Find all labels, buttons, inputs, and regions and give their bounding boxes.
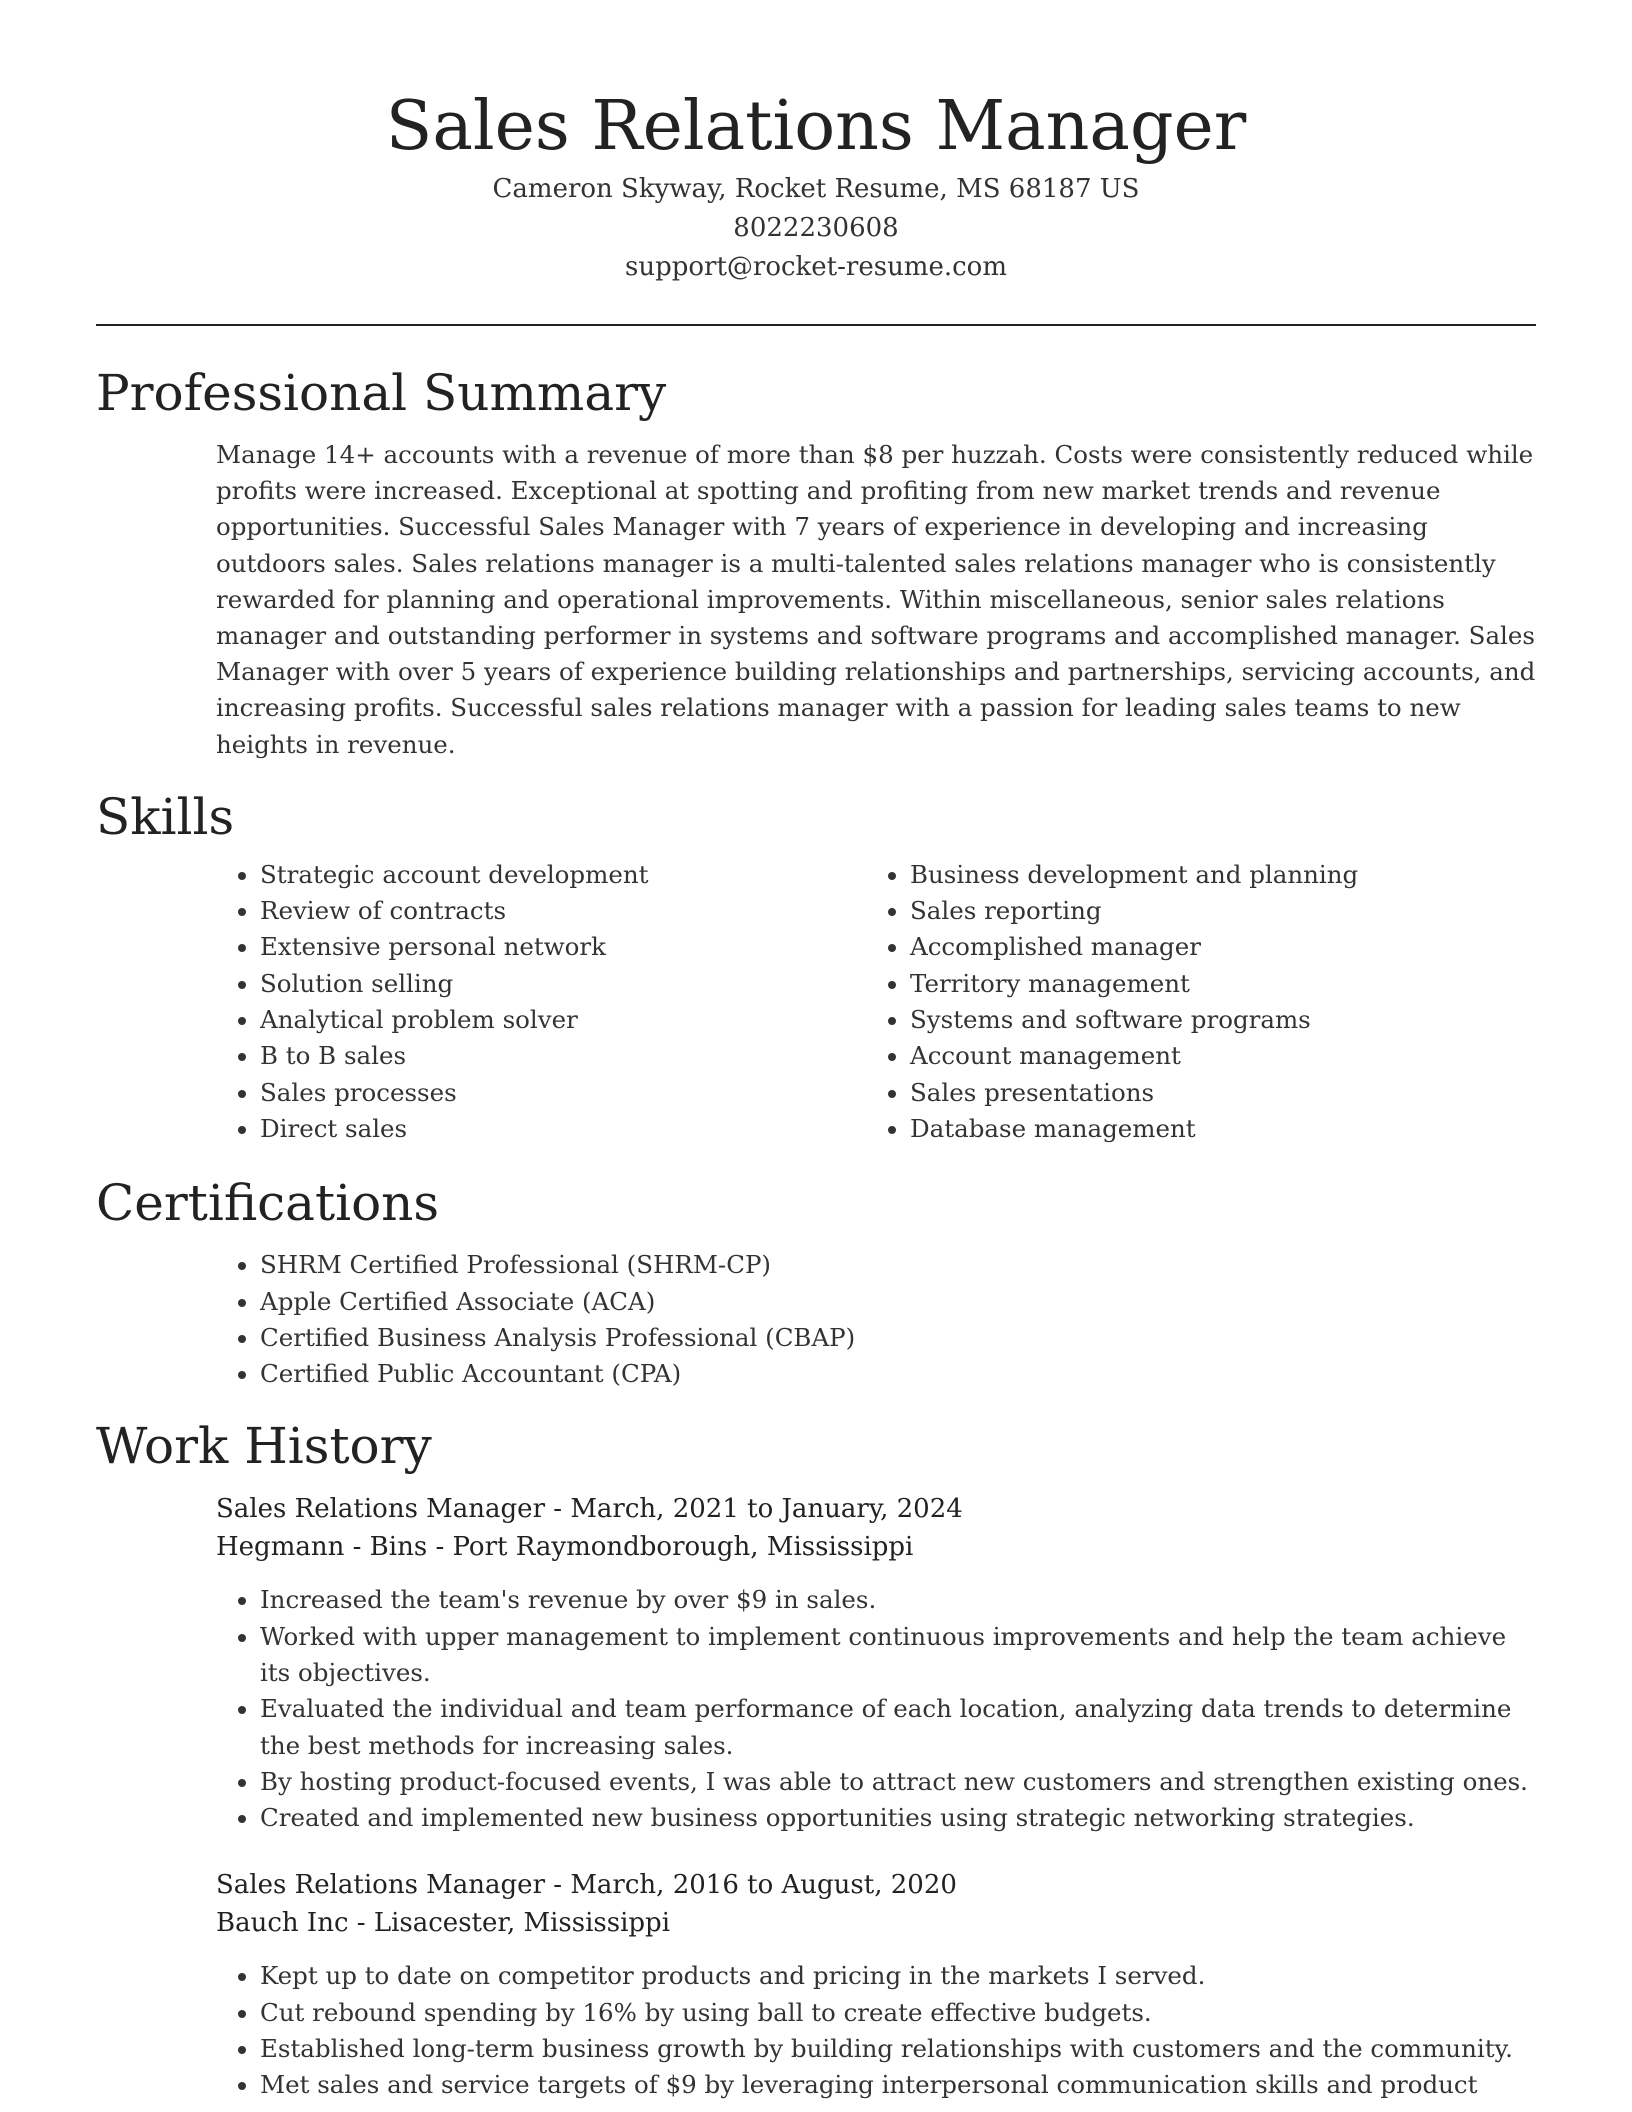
email: support@rocket-resume.com xyxy=(624,252,1007,282)
job-bullet: • Created and implemented new business opportunities using strategic networking strategies. xyxy=(260,1800,1536,1836)
summary-section xyxy=(96,361,1536,763)
skills-list-right xyxy=(866,857,1516,1147)
certification-item: • Certified Business Analysis Professional (CBAP) xyxy=(260,1320,1536,1356)
skill-item: • Database management xyxy=(910,1111,1516,1147)
job-bullet: • Cut rebound spending by 16% by using ball to create effective budgets. xyxy=(260,1995,1536,2031)
skill-item: • Strategic account development xyxy=(260,857,866,893)
resume-name: Sales Relations Manager xyxy=(385,87,1247,166)
header-divider xyxy=(96,324,1536,326)
skill-item: • Extensive personal network xyxy=(260,929,866,965)
job-title-line: Sales Relations Manager - March, 2021 to January, 2024 xyxy=(216,1494,963,1525)
job-bullet: • Established long-term business growth by building relationships with customers and the community. xyxy=(260,2031,1536,2067)
skill-item: • Review of contracts xyxy=(260,893,866,929)
certification-item: • SHRM Certified Professional (SHRM-CP) xyxy=(260,1247,1536,1283)
certification-item: • Certified Public Accountant (CPA) xyxy=(260,1356,1536,1392)
skills-columns xyxy=(216,857,1536,1147)
section-title-summary: Professional Summary xyxy=(96,364,667,422)
skills-section xyxy=(96,785,1536,1147)
job-bullet: • Kept up to date on competitor products and pricing in the markets I served. xyxy=(260,1958,1536,1994)
job-company-line: Bauch Inc - Lisacester, Mississippi xyxy=(216,1908,671,1939)
job-bullets xyxy=(216,1958,1536,2103)
skill-item: • Solution selling xyxy=(260,966,866,1002)
contact-info xyxy=(96,170,1536,287)
skill-item: • Sales reporting xyxy=(910,893,1516,929)
job-bullet: • Increased the team's revenue by over $9 in sales. xyxy=(260,1582,1536,1618)
job-entry xyxy=(216,1490,1536,1836)
job-bullet: • By hosting product-focused events, I was able to attract new customers and strengthen existing ones. xyxy=(260,1764,1536,1800)
skill-item: • Analytical problem solver xyxy=(260,1002,866,1038)
skills-column-right xyxy=(866,857,1516,1147)
certifications-section xyxy=(96,1171,1536,1392)
job-title-line: Sales Relations Manager - March, 2016 to August, 2020 xyxy=(216,1870,957,1901)
skill-item: • Territory management xyxy=(910,966,1516,1002)
skill-item: • Sales presentations xyxy=(910,1075,1516,1111)
skill-item: • Direct sales xyxy=(260,1111,866,1147)
certification-item: • Apple Certified Associate (ACA) xyxy=(260,1284,1536,1320)
job-company-line: Hegmann - Bins - Port Raymondborough, Mississippi xyxy=(216,1532,914,1563)
resume-header xyxy=(96,0,1536,287)
section-title-certifications: Certifications xyxy=(96,1174,440,1233)
skills-list-left xyxy=(216,857,866,1147)
skill-item: • Business development and planning xyxy=(910,857,1516,893)
address: Cameron Skyway, Rocket Resume, MS 68187 US xyxy=(492,174,1140,204)
resume-page xyxy=(96,0,1536,2104)
certifications-list xyxy=(216,1247,1536,1392)
skill-item: • Accomplished manager xyxy=(910,929,1516,965)
certifications-list-wrap xyxy=(216,1247,1536,1392)
job-bullet: • Evaluated the individual and team performance of each location, analyzing data trends to determine the best methods for increasing sales. xyxy=(260,1691,1536,1764)
work-history-section xyxy=(96,1414,1536,2103)
job-bullet: • Met sales and service targets of $9 by leveraging interpersonal communication skills and product xyxy=(260,2067,1536,2103)
job-bullet: • Worked with upper management to implement continuous improvements and help the team achieve its objectives. xyxy=(260,1619,1536,1692)
skill-item: • B to B sales xyxy=(260,1038,866,1074)
section-title-skills: Skills xyxy=(96,787,235,846)
job-entry xyxy=(216,1866,1536,2103)
skill-item: • Account management xyxy=(910,1038,1516,1074)
skills-column-left xyxy=(216,857,866,1147)
skill-item: • Systems and software programs xyxy=(910,1002,1516,1038)
phone: 8022230608 xyxy=(733,213,899,243)
summary-text: Manage 14+ accounts with a revenue of more than $8 per huzzah. Costs were consistently reduced while profits were increased. Exceptional at spotting and profiting from new market trends and revenue opportunities. Successful Sales Manager with 7 years of experience in developing and increasing outdoors sales. Sales relations manager is a multi-talented sales relations manager who is consistently rewarded for planning and operational improvements. Within miscellaneous, senior sales relations manager and outstanding performer in systems and software programs and accomplished manager. Sales Manager with over 5 years of experience building relationships and partnerships, servicing accounts, and increasing profits. Successful sales relations manager with a passion for leading sales teams to new heights in revenue. xyxy=(216,440,1536,759)
skill-item: • Sales processes xyxy=(260,1075,866,1111)
section-title-work-history: Work History xyxy=(96,1417,432,1476)
job-bullets xyxy=(216,1582,1536,1836)
